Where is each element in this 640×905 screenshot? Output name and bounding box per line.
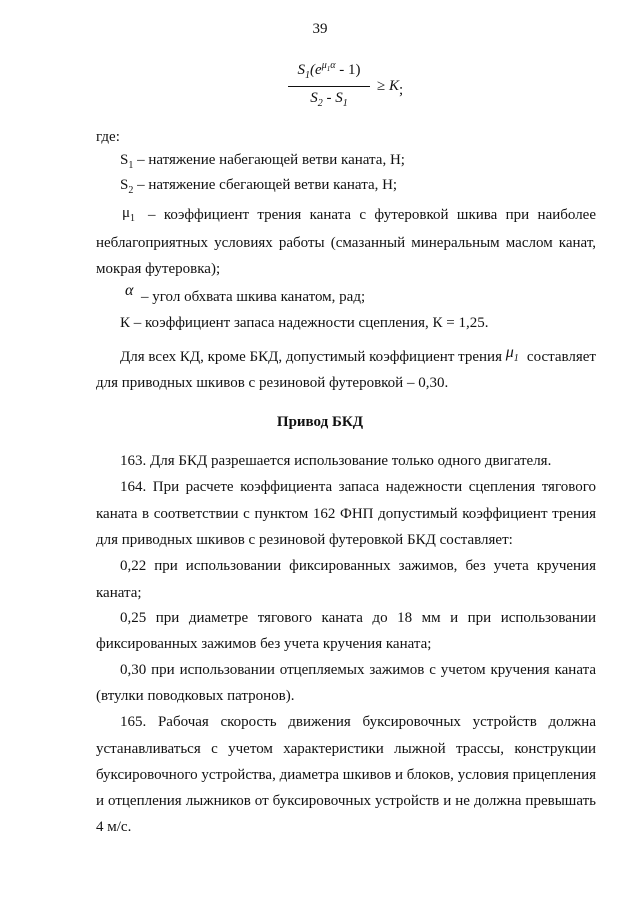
paragraph-165-line-4: и отцепления лыжников от буксировочных устройств и не должна превышать <box>96 793 596 809</box>
paragraph-163: 163. Для БКД разрешается использование только одного двигателя. <box>120 453 552 469</box>
def-mu-line-1: – коэффициент трения каната с футеровкой шкива при наиболее <box>148 207 596 223</box>
paragraph-165-line-1: 165. Рабочая скорость движения буксировочных устройств должна <box>120 714 596 730</box>
def-mu-line-2: неблагоприятных условиях работы (смазанный минеральным маслом канат, <box>96 235 596 251</box>
page-number: 39 <box>312 21 328 37</box>
note-line-1: Для всех КД, кроме БКД, допустимый коэффициент трения $\mu_1$ составляет <box>120 344 596 365</box>
note-line-2: для приводных шкивов с резиновой футеровкой – 0,30. <box>96 375 449 391</box>
mu-symbol-inline: $\mu_1$ <box>505 344 519 365</box>
section-heading: Привод БКД <box>276 414 364 430</box>
item-025-line-2: фиксированных зажимов без учета кручения каната; <box>96 636 432 652</box>
paragraph-165-line-5: 4 м/с. <box>96 819 132 835</box>
where-label: где: <box>96 129 120 145</box>
formula-denominator: $S_2 - S_1$ <box>310 90 348 109</box>
def-s2: $S_2$ – натяжение сбегающей ветви каната, Н; <box>120 177 398 196</box>
item-025-line-1: 0,25 при диаметре тягового каната до 18 мм и при использовании <box>120 610 596 626</box>
def-mu-line-3: мокрая футеровка); <box>96 261 221 277</box>
formula-relation: ≥ K; <box>377 78 404 98</box>
paragraph-164-line-2: каната в соответствии с пунктом 162 ФНП допустимый коэффициент трения <box>96 506 596 522</box>
item-022-line-1: 0,22 при использовании фиксированных зажимов, без учета кручения <box>120 558 596 574</box>
item-022-line-2: каната; <box>96 585 142 601</box>
traction-formula <box>288 60 418 120</box>
paragraph-165-line-3: буксировочного устройства, диаметра шкивов и блоков, условия прицепления <box>96 767 596 783</box>
item-030-line-1: 0,30 при использовании отцепляемых зажимов с учетом кручения каната <box>120 662 596 678</box>
def-s1: $S_1$ – натяжение набегающей ветви каната, Н; <box>120 152 405 171</box>
fraction-bar <box>288 86 370 87</box>
paragraph-164-line-1: 164. При расчете коэффициента запаса надежности сцепления тягового <box>120 479 596 495</box>
alpha-symbol: α <box>125 282 134 299</box>
def-k: К – коэффициент запаса надежности сцепления, К = 1,25. <box>120 315 489 331</box>
paragraph-164-line-3: для приводных шкивов с резиновой футеровкой БКД составляет: <box>96 532 513 548</box>
formula-numerator: $S_1(e^{\mu_1\alpha} - 1)$ <box>297 60 361 81</box>
def-alpha: – угол обхвата шкива канатом, рад; <box>141 289 366 305</box>
item-030-line-2: (втулки поводковых патронов). <box>96 688 295 704</box>
def-mu-symbol: $\mu_1$ <box>122 205 136 224</box>
paragraph-165-line-2: устанавливаться с учетом характеристики лыжной трассы, конструкции <box>96 741 596 757</box>
